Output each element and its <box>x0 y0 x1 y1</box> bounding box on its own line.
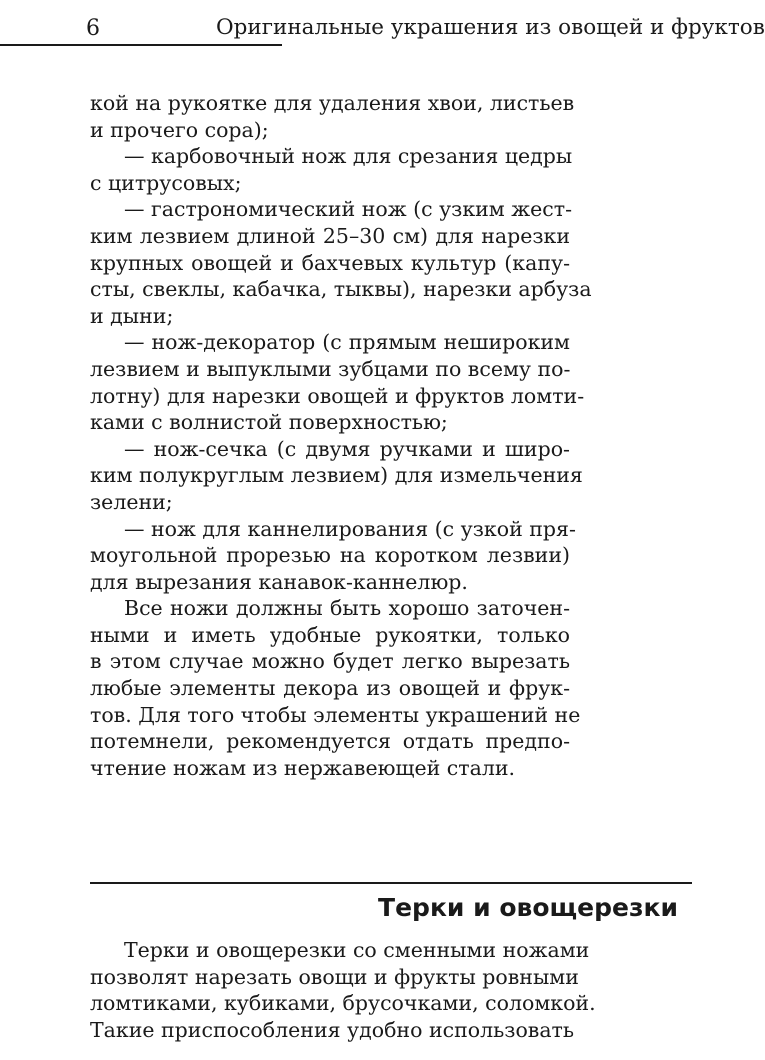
text-line: потемнели, рекомендуется отдать предпо- <box>90 729 570 754</box>
text-line: Такие приспособления удобно использовать <box>90 1017 575 1042</box>
text-line: чтение ножам из нержавеющей стали. <box>90 755 516 780</box>
text-line: ломтиками, кубиками, брусочками, соломкой. <box>90 991 596 1016</box>
text-line: — карбовочный нож для срезания цедры <box>124 144 573 169</box>
body-text <box>90 90 592 781</box>
header-rule <box>0 44 282 46</box>
section-text <box>90 937 596 1043</box>
text-line: с цитрусовых; <box>90 170 242 195</box>
text-line: — нож для каннелирования (с узкой пря- <box>124 516 576 541</box>
text-line: позволят нарезать овощи и фрукты ровными <box>90 964 579 989</box>
page-number: 6 <box>86 16 100 41</box>
text-line: сты, свеклы, кабачка, тыквы), нарезки арбуза <box>90 277 592 302</box>
text-line: лотну) для нарезки овощей и фруктов ломти- <box>90 383 585 408</box>
text-line: ными и иметь удобные рукоятки, только <box>90 622 570 647</box>
text-line: — нож-декоратор (с прямым нешироким <box>124 330 570 355</box>
text-line: и прочего сора); <box>90 117 269 142</box>
section-rule <box>90 882 692 884</box>
text-line: лезвием и выпуклыми зубцами по всему по- <box>90 356 571 381</box>
text-line: — гастрономический нож (с узким жест- <box>124 197 572 222</box>
running-title: Оригинальные украшения из овощей и фруктов <box>216 15 765 40</box>
section-heading: Терки и овощерезки <box>378 893 678 922</box>
text-line: крупных овощей и бахчевых культур (капу- <box>90 250 570 275</box>
text-line: в этом случае можно будет легко вырезать <box>90 649 570 674</box>
text-line: ким полукруглым лезвием) для измельчения <box>90 463 583 488</box>
text-line: ким лезвием длиной 25–30 см) для нарезки <box>90 223 570 248</box>
text-line: Все ножи должны быть хорошо заточен- <box>124 596 570 621</box>
text-line: моугольной прорезью на коротком лезвии) <box>90 543 570 568</box>
running-header <box>0 0 765 52</box>
text-line: — нож-сечка (с двумя ручками и широ- <box>124 436 570 461</box>
text-line: Терки и овощерезки со сменными ножами <box>124 938 590 962</box>
text-line: любые элементы декора из овощей и фрук- <box>90 676 570 701</box>
text-line: кой на рукоятке для удаления хвои, листьев <box>90 91 575 115</box>
text-line: тов. Для того чтобы элементы украшений не <box>90 702 581 727</box>
text-line: ками с волнистой поверхностью; <box>90 410 448 435</box>
text-line: и дыни; <box>90 303 174 328</box>
text-line: зелени; <box>90 489 173 514</box>
text-line: для вырезания канавок-каннелюр. <box>90 569 468 594</box>
